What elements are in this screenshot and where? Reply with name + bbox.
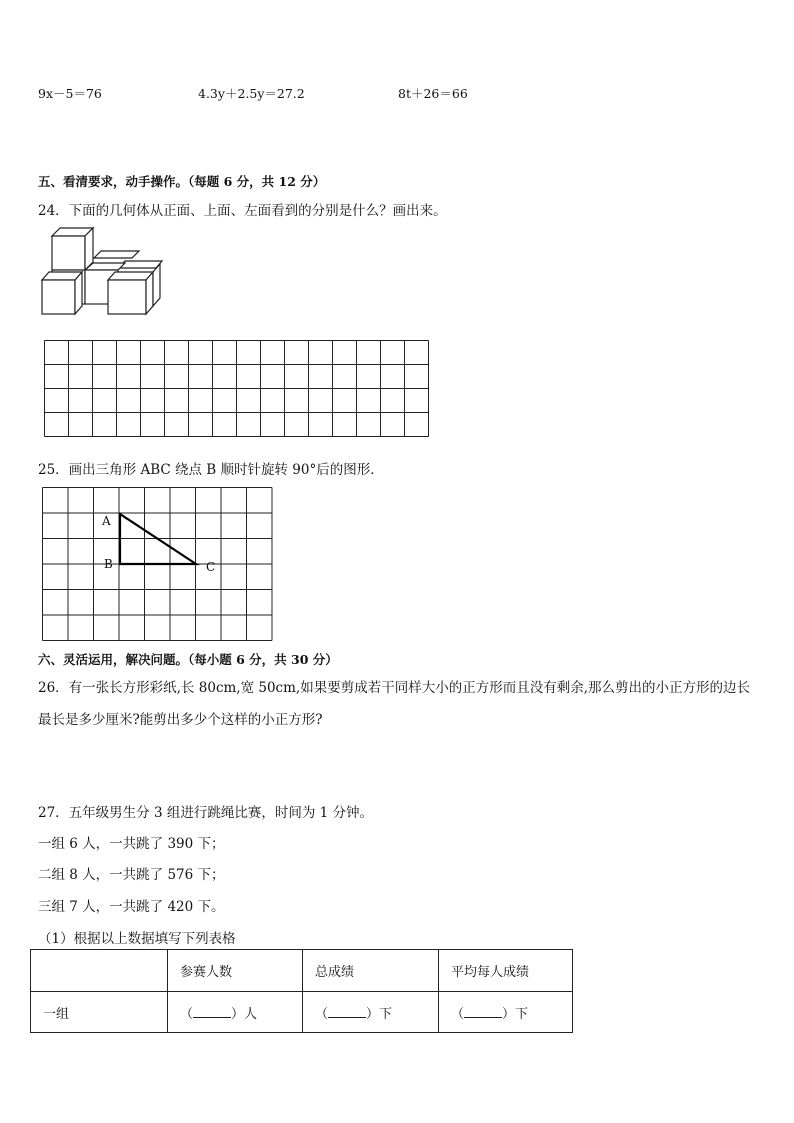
point-c-label: C [206,560,216,574]
point-b-label: B [104,557,113,571]
q25-rotation-grid [42,487,276,645]
cube-right-side-face [146,272,153,314]
cube-right-front-face [108,280,146,314]
cube-left-side-face [75,272,82,314]
cube-left-front-face [42,280,75,314]
question-27-sub-1: （1）根据以上数据填写下列表格 [38,931,236,947]
question-25: 25．画出三角形 ABC 绕点 B 顺时针旋转 90°后的图形． [38,462,384,478]
section-5-heading: 五、看清要求，动手操作。（每题 6 分，共 12 分） [38,174,326,189]
question-27-group-1: 一组 6 人，一共跳了 390 下； [38,836,225,852]
cube-top-front-face [52,236,85,270]
equation-1: 9x－5＝76 [38,86,102,101]
cube-back-side-face [153,264,160,306]
question-24: 24．下面的几何体从正面、上面、左面看到的分别是什么？画出来。 [38,203,447,219]
point-a-label: A [102,514,111,528]
question-26-line-1: 26．有一张长方形彩纸,长 80cm,宽 50cm,如果要剪成若干同样大小的正方形而且没有剩余,那么剪出的小正方形的边长 [38,680,751,696]
table-header-row [31,950,573,992]
cube-back-right-top-face [118,261,162,268]
cube-stack-figure [38,226,166,318]
table-row-label: 一组 [31,992,168,1033]
section-6-heading: 六、灵活运用，解决问题。（每小题 6 分，共 30 分） [38,652,338,667]
table-header-participants: 参赛人数 [168,950,303,992]
question-27-intro: 27．五年级男生分 3 组进行跳绳比赛，时间为 1 分钟。 [38,805,374,821]
question-27-group-3: 三组 7 人，一共跳了 420 下。 [38,899,225,915]
question-27-group-2: 二组 8 人，一共跳了 576 下； [38,867,225,883]
table-cell-participants: （ ）人 [168,992,303,1033]
equation-3: 8t＋26＝66 [398,86,468,101]
cube-right-top-face [108,272,153,280]
question-26-line-2: 最长是多少厘米?能剪出多少个这样的小正方形? [38,712,323,728]
cube-middle-top-face [85,263,125,270]
answer-blank[interactable] [328,1005,366,1018]
table-cell-average: （ ）下 [439,992,573,1033]
cube-back-top-face [94,251,139,258]
table-header-total: 总成绩 [303,950,439,992]
q24-drawing-grid [44,340,432,440]
table-cell-total: （ ）下 [303,992,439,1033]
answer-blank[interactable] [193,1005,231,1018]
equation-2: 4.3y＋2.5y＝27.2 [198,86,305,101]
table-row [31,992,573,1033]
table-header-average: 平均每人成绩 [439,950,573,992]
answer-blank[interactable] [464,1005,502,1018]
table-header-empty [31,950,168,992]
score-table [30,949,573,1033]
